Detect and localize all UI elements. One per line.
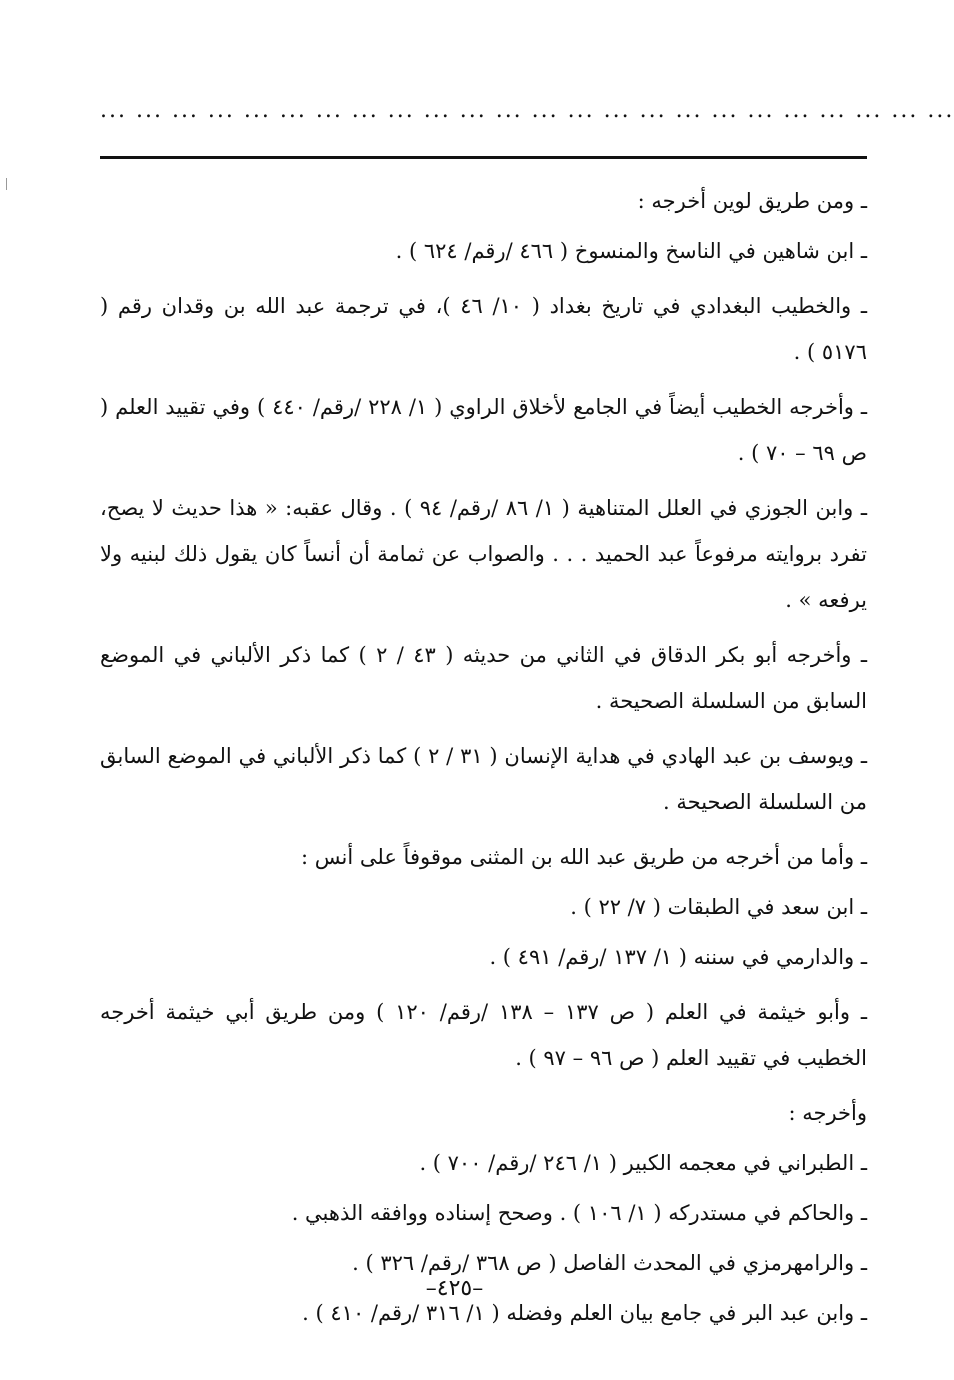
paragraph: ـ والحاكم في مستدركه ( ١/ ١٠٦ ) . وصحح إسناده ووافقه الذهبي . [291,1201,867,1225]
paragraph: وأخرجه : [788,1101,867,1125]
paragraph: ـ والخطيب البغدادي في تاريخ بغداد ( ١٠/ ٤٦ )، في ترجمة عبد الله بن وقدان رقم ( ٥١٧٦ ) . [100,294,867,364]
page-body [100,178,867,1340]
paragraph: ـ والرامهرمزي في المحدث الفاصل ( ص ٣٦٨ /رقم/ ٣٢٦ ) . [352,1251,867,1275]
paragraph: ـ وابن الجوزي في العلل المتناهية ( ١/ ٨٦ /رقم/ ٩٤ ) . وقال عقبه: « هذا حديث لا يصح، تفرد بروايته مرفوعاً عبد الحميد . . . والصواب عن ثمامة أن أنساً كان يقول ذلك لبنيه ولا يرفعه » . [100,496,867,612]
paragraph: ـ وأخرجه أبو بكر الدقاق في الثاني من حديثه ( ٤٣ / ٢ ) كما ذكر الألباني في الموضع السابق من السلسلة الصحيحة . [100,643,867,713]
margin-mark [6,178,7,190]
paragraph: ـ ويوسف بن عبد الهادي في هداية الإنسان ( ٣١ / ٢ ) كما ذكر الألباني في الموضع السابق من السلسلة الصحيحة . [100,744,867,814]
paragraph: ـ ابن شاهين في الناسخ والمنسوخ ( ٤٦٦ /رقم/ ٦٢٤ ) . [395,239,867,263]
page-number: –٤٢٥– [425,1276,484,1301]
horizontal-rule [100,156,867,159]
paragraph: ـ وأبو خيثمة في العلم ( ص ١٣٧ – ١٣٨ /رقم/ ١٢٠ ) ومن طريق أبي خيثمة أخرجه الخطيب في تقييد العلم ( ص ٩٦ – ٩٧ ) . [100,1000,867,1070]
paragraph: ـ وأخرجه الخطيب أيضاً في الجامع لأخلاق الراوي ( ١/ ٢٢٨ /رقم/ ٤٤٠ ) وفي تقييد العلم ( ص ٦٩ – ٧٠ ) . [100,395,867,465]
paragraph: ـ وابن عبد البر في جامع بيان العلم وفضله ( ١/ ٣١٦ /رقم/ ٤١٠ ) . [302,1301,867,1325]
paragraph: ـ والدارمي في سننه ( ١/ ١٣٧ /رقم/ ٤٩١ ) . [489,945,867,969]
paragraph: ـ ومن طريق لوين أخرجه : [637,189,867,213]
paragraph: ـ الطبراني في معجمه الكبير ( ١/ ٢٤٦ /رقم/ ٧٠٠ ) . [419,1151,867,1175]
paragraph: ـ ابن سعد في الطبقات ( ٧/ ٢٢ ) . [570,895,867,919]
ellipsis-separator: ... ... ... ... ... ... ... ... ... ... ... ... ... ... ... ... ... ... ... ... ... ... ... ... [100,98,954,123]
paragraph: ـ وأما من أخرجه من طريق عبد الله بن المثنى موقوفاً على أنس : [301,845,867,869]
